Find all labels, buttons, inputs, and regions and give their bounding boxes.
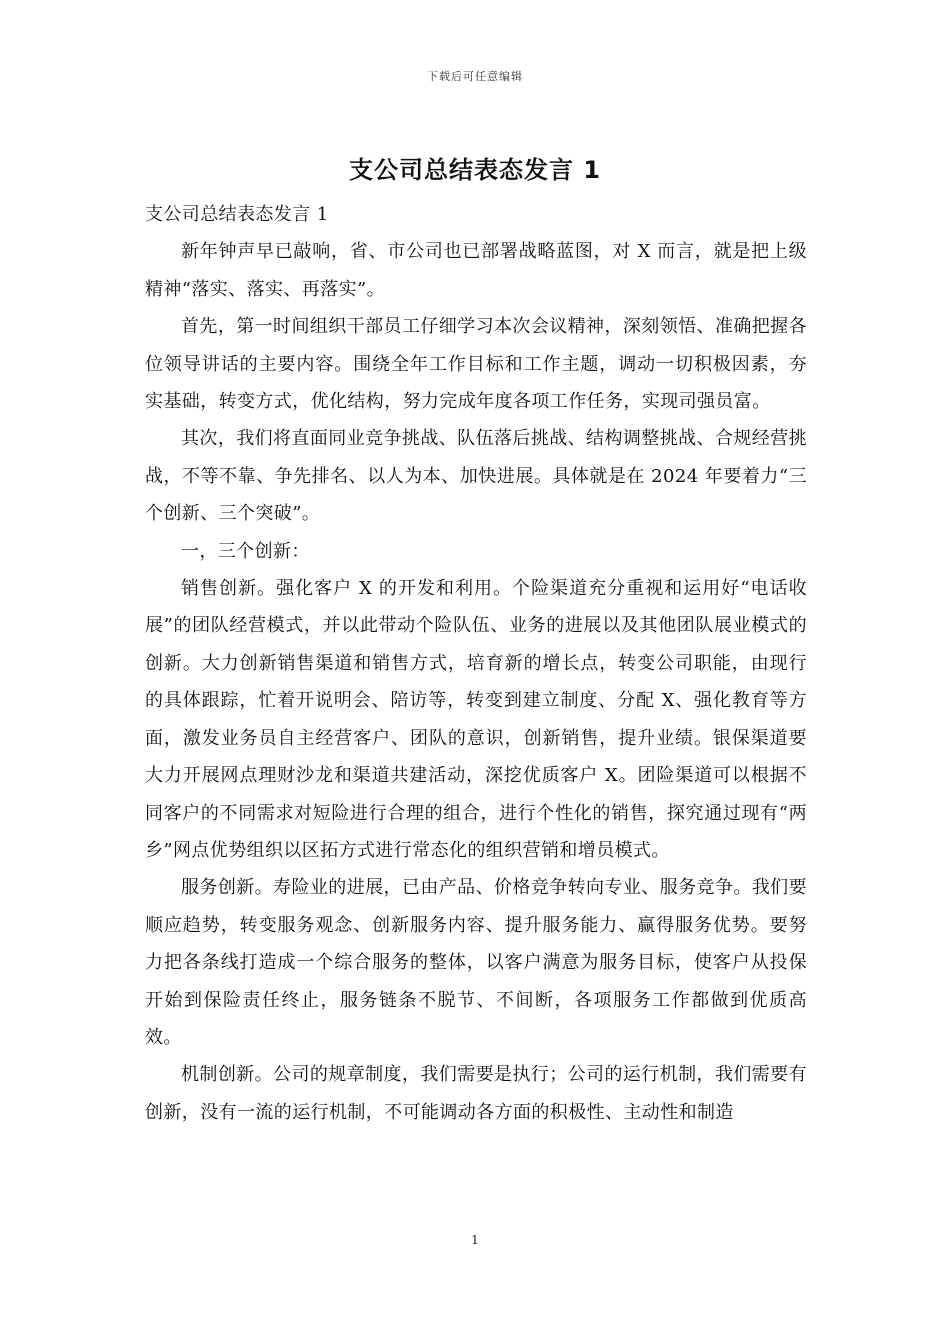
paragraph-mechanism-innovation: 机制创新。公司的规章制度，我们需要是执行；公司的运行机制，我们需要有创新，没有一流的运行机制，不可能调动各方面的积极性、主动性和制造 — [145, 1064, 807, 1123]
document-subtitle: 支公司总结表态发言 1 — [145, 204, 329, 225]
section-heading-three-innovations: 一，三个创新： — [181, 540, 310, 562]
paragraph-sales-innovation: 销售创新。强化客户 X 的开发和利用。个险渠道充分重视和运用好“电话收展”的团队经营模式，并以此带动个险队伍、业务的进展以及其他团队展业模式的创新。大力创新销售渠道和销售方式，培育新的增长点，转变公司职能，由现行的具体跟踪，忙着开说明会、陪访等，转变到建立制度、分配 X、强化教育等方面，激发业务员自主经营客户、团队的意识，创新销售，提升业绩。银保渠道要大力开展网点理财沙龙和渠道共建活动，深挖优质客户 X。团险渠道可以根据不同客户的不同需求对短险进行合理的组合，进行个性化的销售，探究通过现有“两乡”网点优势组织以区拓方式进行常态化的组织营销和增员模式。 — [145, 578, 807, 861]
paragraph-first: 首先，第一时间组织干部员工仔细学习本次会议精神，深刻领悟、准确把握各位领导讲话的主要内容。围绕全年工作目标和工作主题，调动一切积极因素，夯实基础，转变方式，优化结构，努力完成年度各项工作任务，实现司强员富。 — [145, 316, 807, 413]
paragraph-service-innovation: 服务创新。寿险业的进展，已由产品、价格竞争转向专业、服务竞争。我们要顺应趋势，转变服务观念、创新服务内容、提升服务能力、赢得服务优势。要努力把各条线打造成一个综合服务的整体，以客户满意为服务目标，使客户从投保开始到保险责任终止，服务链条不脱节、不间断，各项服务工作都做到优质高效。 — [145, 877, 807, 1048]
document-body — [145, 196, 807, 1131]
paragraph-intro: 新年钟声早已敲响，省、市公司也已部署战略蓝图，对 X 而言，就是把上级精神“落实、落实、再落实”。 — [145, 241, 807, 300]
document-title: 支公司总结表态发言 1 — [348, 156, 602, 184]
page-number: 1 — [471, 1233, 479, 1247]
page-header-note: 下载后可任意编辑 — [427, 70, 523, 83]
paragraph-second: 其次，我们将直面同业竞争挑战、队伍落后挑战、结构调整挑战、合规经营挑战，不等不靠、争先排名、以人为本、加快进展。具体就是在 2024 年要着力“三个创新、三个突破”。 — [145, 428, 807, 525]
